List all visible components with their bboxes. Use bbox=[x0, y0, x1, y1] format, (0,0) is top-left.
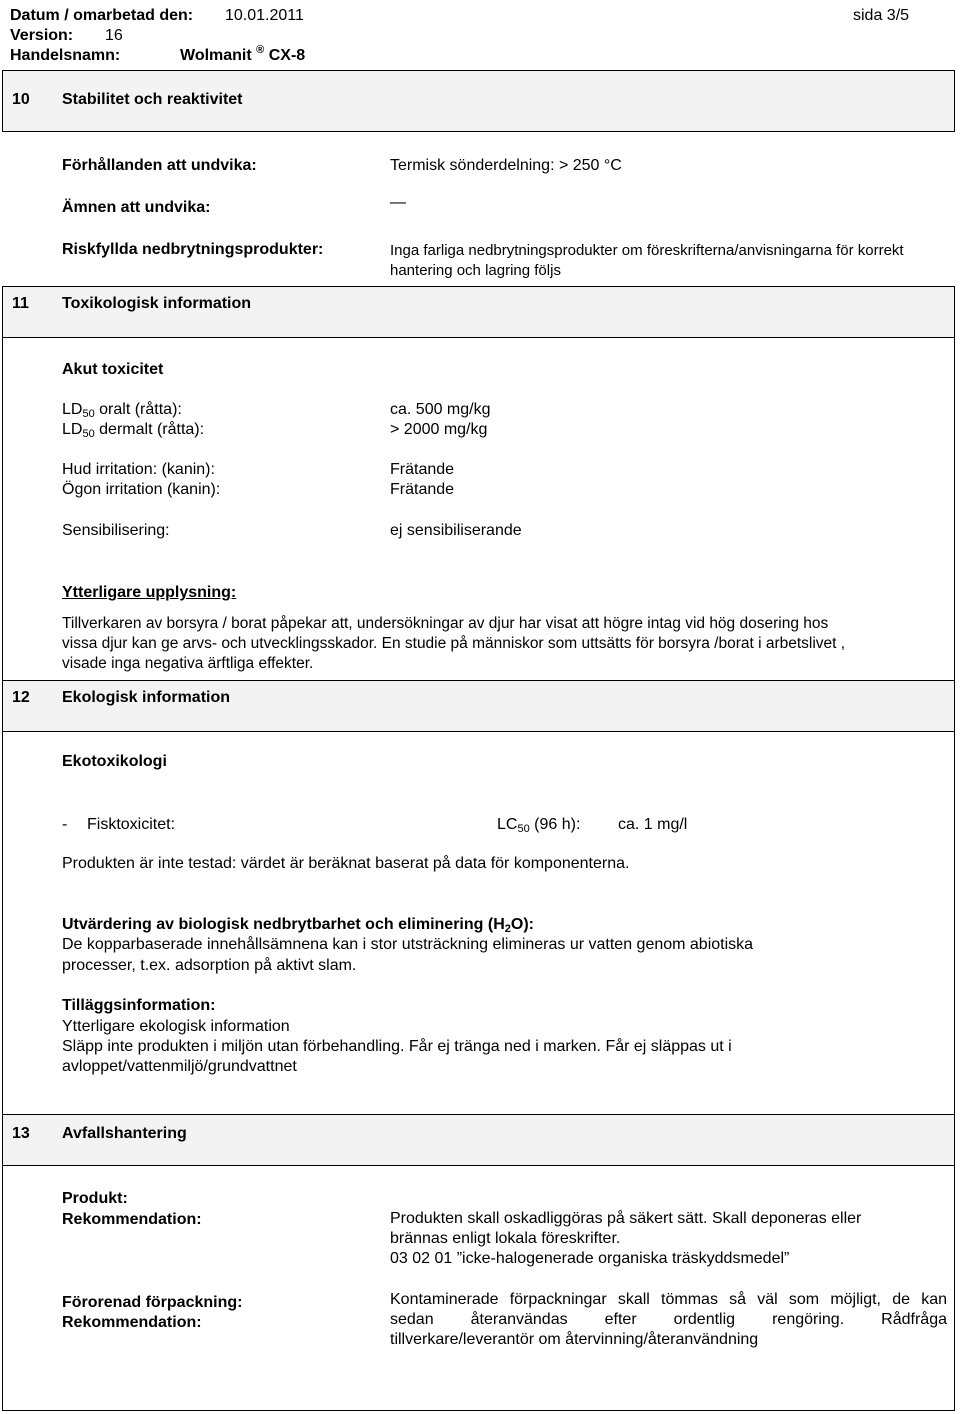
section-13-right-border bbox=[954, 1166, 955, 1411]
page-number: sida 3/5 bbox=[853, 7, 910, 24]
section-13-title: Avfallshantering bbox=[62, 1125, 187, 1142]
sensitization-value: ej sensibiliserande bbox=[390, 522, 522, 539]
section-13-bottom-border bbox=[2, 1410, 955, 1411]
bio-title-b: O): bbox=[510, 916, 534, 933]
ld50-dermal-label bbox=[62, 420, 204, 441]
section-12-left-border bbox=[2, 732, 3, 1124]
additional-info-12-line-2: Släpp inte produkten i miljön utan förbehandling. Får ej tränga ned i marken. Får ej släppas ut i bbox=[62, 1038, 732, 1055]
conditions-label: Förhållanden att undvika: bbox=[62, 157, 257, 174]
materials-label: Ämnen att undvika: bbox=[62, 199, 211, 216]
product-label: Produkt: bbox=[62, 1190, 128, 1207]
not-tested-note: Produkten är inte testad: värdet är beräknat baserat på data för komponenterna. bbox=[62, 855, 630, 872]
section-11-title: Toxikologisk information bbox=[62, 295, 252, 312]
tradename-label: Handelsnamn: bbox=[10, 47, 121, 64]
packaging-recommendation-line-1: Kontaminerade förpackningar skall tömmas så väl som möjligt, de kan bbox=[390, 1291, 947, 1308]
product-recommendation-line-3: 03 02 01 ”icke-halogenerade organiska träskyddsmedel” bbox=[390, 1250, 790, 1267]
lc-suffix: (96 h): bbox=[534, 816, 581, 833]
ecotoxicology-title: Ekotoxikologi bbox=[62, 753, 167, 770]
section-10-number: 10 bbox=[12, 91, 30, 108]
product-recommendation-line-2: brännas enligt lokala föreskrifter. bbox=[390, 1230, 621, 1247]
lc-prefix: LC bbox=[497, 816, 518, 833]
packaging-recommendation-line-3: tillverkare/leverantör om återvinning/återanvändning bbox=[390, 1331, 759, 1348]
product-recommendation-line-1: Produkten skall oskadliggöras på säkert sätt. Skall deponeras eller bbox=[390, 1210, 862, 1227]
decomposition-value: Inga farliga nedbrytningsprodukter om föreskrifterna/anvisningarna för korrekt hantering och lagring följs bbox=[390, 242, 904, 279]
section-12-title: Ekologisk information bbox=[62, 689, 231, 706]
ld-dermal-suffix: dermalt (råtta): bbox=[99, 421, 205, 438]
section-11-number: 11 bbox=[12, 295, 29, 312]
registered-mark: ® bbox=[256, 44, 265, 56]
bio-title-sub: 2 bbox=[504, 923, 511, 935]
section-13-number: 13 bbox=[12, 1125, 30, 1142]
fish-dash: - bbox=[62, 816, 68, 833]
additional-info-title: Ytterligare upplysning: bbox=[62, 584, 237, 601]
additional-info-line-1: Tillverkaren av borsyra / borat påpekar att, undersökningar av djur har visat att högre intag vid hög dosering hos bbox=[62, 615, 829, 632]
decomposition-label: Riskfyllda nedbrytningsprodukter: bbox=[62, 241, 324, 258]
biodegradability-line-1: De kopparbaserade innehållsämnena kan i stor utsträckning elimineras ur vatten genom abiotiska bbox=[62, 936, 754, 953]
section-11-left-border bbox=[2, 338, 3, 714]
section-13-left-border bbox=[2, 1166, 3, 1411]
additional-info-12-line-1: Ytterligare ekologisk information bbox=[62, 1018, 290, 1035]
section-12-right-border bbox=[954, 732, 955, 1124]
materials-value: — bbox=[390, 194, 406, 211]
date-value: 10.01.2011 bbox=[225, 7, 304, 24]
ld-sub: 50 bbox=[82, 428, 95, 440]
ld-sub: 50 bbox=[82, 408, 95, 420]
section-10-title: Stabilitet och reaktivitet bbox=[62, 91, 243, 108]
fish-toxicity-value: ca. 1 mg/l bbox=[618, 816, 688, 833]
skin-irritation-label: Hud irritation: (kanin): bbox=[62, 461, 215, 478]
tradename-value: Wolmanit bbox=[180, 47, 252, 64]
section-11-right-border bbox=[954, 338, 955, 714]
ld50-oral-label bbox=[62, 400, 182, 421]
version-value: 16 bbox=[105, 27, 123, 44]
tradename-suffix: CX-8 bbox=[268, 47, 306, 64]
ld50-oral-value: ca. 500 mg/kg bbox=[390, 401, 491, 418]
additional-info-12-line-3: avloppet/vattenmiljö/grundvattnet bbox=[62, 1058, 297, 1075]
date-label: Datum / omarbetad den: bbox=[10, 7, 194, 24]
conditions-value: Termisk sönderdelning: > 250 °C bbox=[390, 157, 622, 174]
ld50-dermal-value: > 2000 mg/kg bbox=[390, 421, 488, 438]
bio-title-a: Utvärdering av biologisk nedbrytbarhet och eliminering (H bbox=[62, 916, 505, 933]
lc50-label bbox=[497, 815, 580, 836]
product-recommendation-label: Rekommendation: bbox=[62, 1211, 202, 1228]
lc-sub: 50 bbox=[517, 823, 530, 835]
version-label: Version: bbox=[10, 27, 74, 44]
acute-toxicity-title: Akut toxicitet bbox=[62, 361, 164, 378]
section-12-number: 12 bbox=[12, 689, 30, 706]
biodegradability-line-2: processer, t.ex. adsorption på aktivt slam. bbox=[62, 957, 357, 974]
fish-toxicity-label: Fisktoxicitet: bbox=[87, 816, 176, 833]
eye-irritation-label: Ögon irritation (kanin): bbox=[62, 481, 221, 498]
biodegradability-title bbox=[62, 915, 534, 936]
ld-prefix: LD bbox=[62, 421, 83, 438]
skin-irritation-value: Frätande bbox=[390, 461, 455, 478]
contaminated-packaging-label: Förorenad förpackning: bbox=[62, 1294, 243, 1311]
packaging-recommendation-label: Rekommendation: bbox=[62, 1314, 202, 1331]
additional-info-line-2: vissa djur kan ge arvs- och utvecklingsskador. En studie på människor som uttsätts för borsyra /borat i arbetslivet , bbox=[62, 635, 846, 652]
packaging-recommendation-line-2: sedan återanvändas efter ordentlig rengöring. Rådfråga bbox=[390, 1311, 947, 1328]
eye-irritation-value: Frätande bbox=[390, 481, 455, 498]
ld-oral-suffix: oralt (råtta): bbox=[99, 401, 182, 418]
ld-prefix: LD bbox=[62, 401, 83, 418]
sensitization-label: Sensibilisering: bbox=[62, 522, 170, 539]
additional-info-line-3: visade inga negativa ärftliga effekter. bbox=[62, 655, 314, 672]
additional-info-12-title: Tilläggsinformation: bbox=[62, 997, 216, 1014]
tradename bbox=[180, 46, 305, 67]
